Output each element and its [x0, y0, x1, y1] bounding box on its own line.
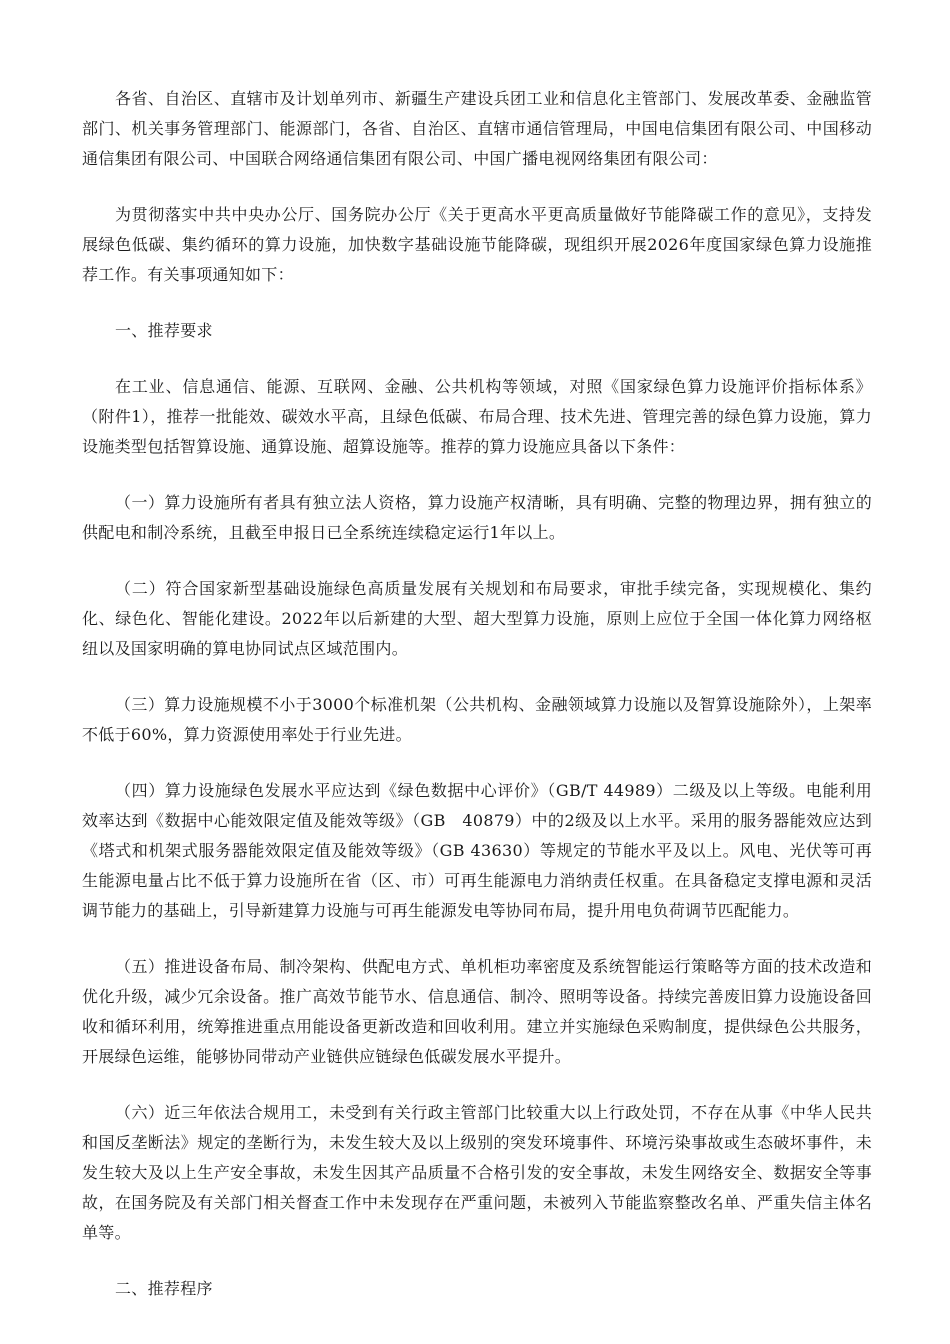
- addressee-paragraph: 各省、自治区、直辖市及计划单列市、新疆生产建设兵团工业和信息化主管部门、发展改革委、金融监管部门、机关事务管理部门、能源部门，各省、自治区、直辖市通信管理局，中国电信集团有限公司、中国移动通信集团有限公司、中国联合网络通信集团有限公司、中国广播电视网络集团有限公司：: [82, 89, 872, 168]
- condition-item-1: （一）算力设施所有者具有独立法人资格，算力设施产权清晰，具有明确、完整的物理边界，拥有独立的供配电和制冷系统，且截至申报日已全系统连续稳定运行1年以上。: [82, 493, 872, 542]
- condition-item-5: （五）推进设备布局、制冷架构、供配电方式、单机柜功率密度及系统智能运行策略等方面的技术改造和优化升级，减少冗余设备。推广高效节能节水、信息通信、制冷、照明等设备。持续完善废旧算力设施设备回收和循环利用，统筹推进重点用能设备更新改造和回收利用。建立并实施绿色采购制度，提供绿色公共服务，开展绿色运维，能够协同带动产业链供应链绿色低碳发展水平提升。: [82, 957, 872, 1066]
- section-heading-1: 一、推荐要求: [115, 321, 213, 340]
- document-page: [82, 84, 872, 1330]
- condition-item-6: （六）近三年依法合规用工，未受到有关行政主管部门比较重大以上行政处罚，不存在从事《中华人民共和国反垄断法》规定的垄断行为，未发生较大及以上级别的突发环境事件、环境污染事故或生态破坏事件，未发生较大及以上生产安全事故，未发生因其产品质量不合格引发的安全事故，未发生网络安全、数据安全等事故，在国务院及有关部门相关督查工作中未发现存在严重问题，未被列入节能监察整改名单、严重失信主体名单等。: [82, 1103, 872, 1242]
- section-heading-2: 二、推荐程序: [115, 1279, 213, 1298]
- body-paragraph: 在工业、信息通信、能源、互联网、金融、公共机构等领域，对照《国家绿色算力设施评价指标体系》（附件1），推荐一批能效、碳效水平高，且绿色低碳、布局合理、技术先进、管理完善的绿色算力设施，算力设施类型包括智算设施、通算设施、超算设施等。推荐的算力设施应具备以下条件：: [82, 377, 872, 456]
- condition-item-4: （四）算力设施绿色发展水平应达到《绿色数据中心评价》（GB/T 44989）二级及以上等级。电能利用效率达到《数据中心能效限定值及能效等级》（GB 40879）中的2级及以上水平。采用的服务器能效应达到《塔式和机架式服务器能效限定值及能效等级》（GB 43630）等规定的节能水平及以上。风电、光伏等可再生能源电量占比不低于算力设施所在省（区、市）可再生能源电力消纳责任权重。在具备稳定支撑电源和灵活调节能力的基础上，引导新建算力设施与可再生能源发电等协同布局，提升用电负荷调节匹配能力。: [82, 781, 872, 920]
- intro-paragraph: 为贯彻落实中共中央办公厅、国务院办公厅《关于更高水平更高质量做好节能降碳工作的意见》，支持发展绿色低碳、集约循环的算力设施，加快数字基础设施节能降碳，现组织开展2026年度国家绿色算力设施推荐工作。有关事项通知如下：: [82, 205, 872, 284]
- condition-item-3: （三）算力设施规模不小于3000个标准机架（公共机构、金融领域算力设施以及智算设施除外），上架率不低于60%，算力资源使用率处于行业先进。: [82, 695, 872, 744]
- condition-item-2: （二）符合国家新型基础设施绿色高质量发展有关规划和布局要求，审批手续完备，实现规模化、集约化、绿色化、智能化建设。2022年以后新建的大型、超大型算力设施，原则上应位于全国一体化算力网络枢纽以及国家明确的算电协同试点区域范围内。: [82, 579, 872, 658]
